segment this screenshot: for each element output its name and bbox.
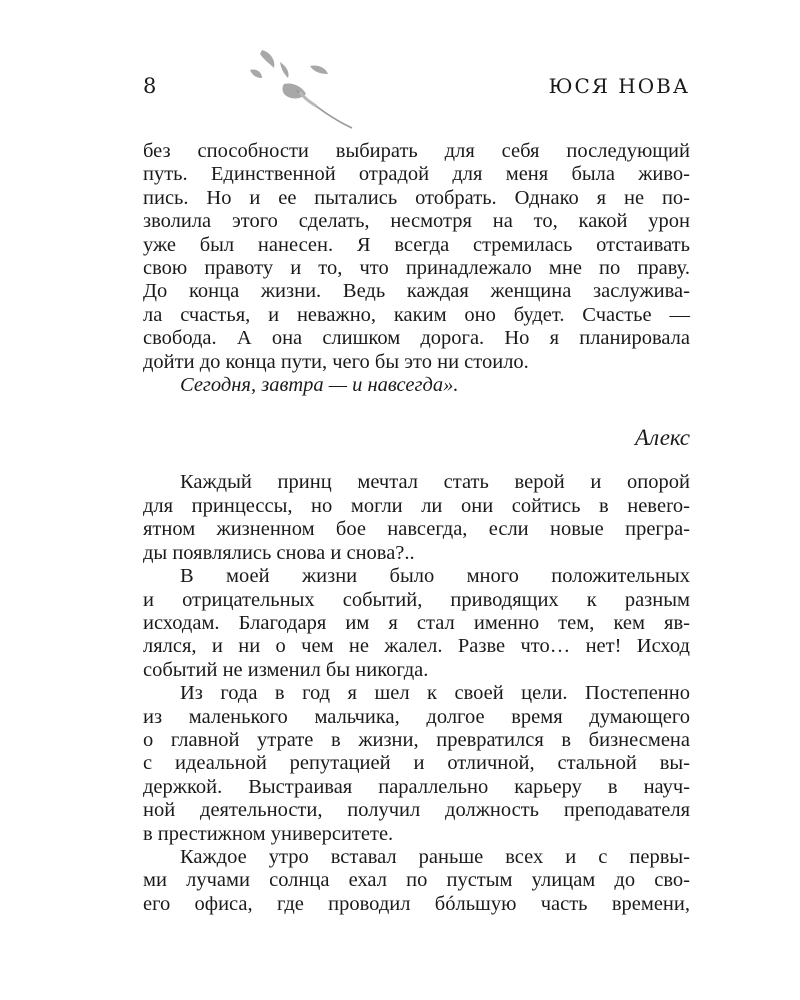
text-line: ды появлялись снова и снова?.. <box>143 541 415 564</box>
text-line: Каждое утро вставал раньше всех и с первы- <box>180 845 690 868</box>
text-line: исходам. Благодаря им я стал именно тем, кем яв- <box>143 611 690 634</box>
text-line: Каждый принц мечтал стать верой и опорой <box>180 471 690 494</box>
text-line: зволила этого сделать, несмотря на то, какой урон <box>143 210 690 233</box>
text-line: его офиса, где проводил бóльшую часть времени, <box>143 892 690 915</box>
text-line: с идеальной репутацией и отличной, стальной вы- <box>143 752 690 775</box>
running-head-author: ЮСЯ НОВА <box>548 74 690 98</box>
paragraph <box>143 565 690 682</box>
page-header <box>143 74 690 104</box>
section-title: Алекс <box>635 425 690 451</box>
text-line: свою правоту и то, что принадлежало мне по праву. <box>143 257 690 280</box>
paragraph <box>143 471 690 565</box>
text-line: событий не изменил бы никогда. <box>143 658 429 681</box>
text-line: свобода. А она слишком дорога. Но я планировала <box>143 327 690 350</box>
text-line: держкой. Выстраивая параллельно карьеру в науч- <box>143 775 690 798</box>
quote-line: Сегодня, завтра — и навсегда». <box>180 374 459 397</box>
text-line: ятном жизненном бое навсегда, если новые прегра- <box>143 518 690 541</box>
paragraph <box>143 682 690 846</box>
body-text <box>143 140 690 916</box>
paragraph-continuation <box>143 140 690 374</box>
page-number: 8 <box>143 74 157 98</box>
text-line: и отрицательных событий, приводящих к разным <box>143 588 690 611</box>
text-line: для принцессы, но могли ли они сойтись в невero- <box>143 494 690 517</box>
text-line: ми лучами солнца ехал по пустым улицам до сво- <box>143 869 690 892</box>
text-line: из маленького мальчика, долгое время думающего <box>143 705 690 728</box>
text-line: уже был нанесен. Я всегда стремилась отстаивать <box>143 233 690 256</box>
text-line: Из года в год я шел к своей цели. Постепенно <box>180 682 690 705</box>
text-line: путь. Единственной отрадой для меня была живо- <box>143 163 690 186</box>
text-line: ла счастья, и неважно, каким оно будет. Счастье — <box>143 303 690 326</box>
text-line: пись. Но и ее пытались отобрать. Однако я не по- <box>143 186 690 209</box>
feather-ornament-icon <box>240 42 360 132</box>
text-line: лялся, и ни о чем не жалел. Разве что… нет! Исход <box>143 635 690 658</box>
text-line: о главной утрате в жизни, превратился в бизнесмена <box>143 728 690 751</box>
text-line: дойти до конца пути, чего бы это ни стоило. <box>143 350 529 373</box>
paragraph <box>143 846 690 916</box>
text-line: без способности выбирать для себя последующий <box>143 140 690 162</box>
text-line: В моей жизни было много положительных <box>180 565 690 588</box>
text-line: До конца жизни. Ведь каждая женщина заслужива- <box>143 280 690 303</box>
text-line: в престижном университете. <box>143 822 394 845</box>
text-line: ной деятельности, получил должность преподавателя <box>143 799 690 822</box>
